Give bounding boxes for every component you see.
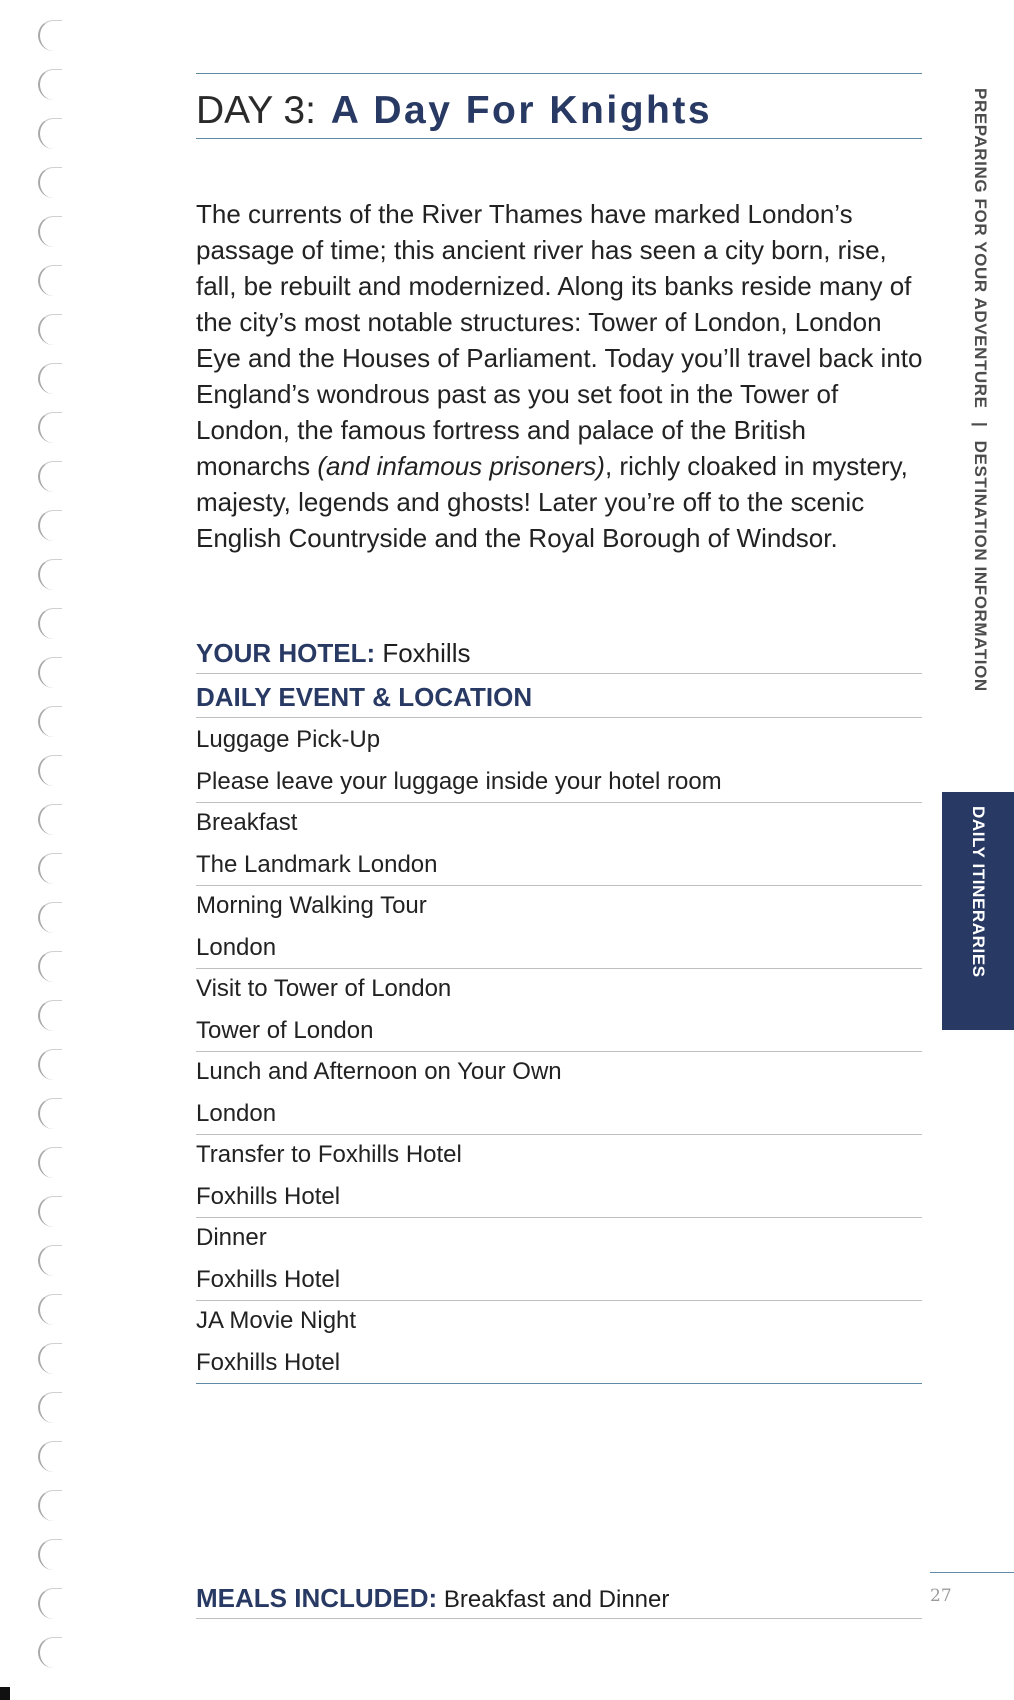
binding-ring (38, 118, 62, 149)
day-title: A Day For Knights (330, 89, 713, 132)
binding-ring (38, 755, 62, 786)
event-row (196, 1051, 922, 1135)
intro-text: , richly cloaked in mystery, majesty, legends and ghosts! Later you’re off to the scenic English Countryside and the Royal Borough of Windsor. (196, 451, 908, 553)
event-name: Morning Walking Tour (196, 892, 427, 919)
event-name: Dinner (196, 1224, 267, 1251)
event-name: Transfer to Foxhills Hotel (196, 1141, 462, 1168)
binding-ring (38, 1588, 62, 1619)
sidebar-sections (970, 88, 990, 692)
meals-row (196, 1580, 922, 1619)
event-location: Please leave your luggage inside your hotel room (196, 761, 922, 804)
event-location: London (196, 1093, 922, 1136)
sidebar-separator: | (971, 421, 990, 428)
event-name: Lunch and Afternoon on Your Own (196, 1058, 562, 1085)
binding-ring (38, 461, 62, 492)
event-row (196, 1134, 922, 1218)
intro-text: The currents of the River Thames have marked London’s passage of time; this ancient river has seen a city born, rise, fall, be rebuilt and modernized. Along its banks reside many of the city’s most notable structures: Tower of London, London Eye and the Houses of Parliament. Today you’ll travel back into England’s wondrous past as you set foot in the Tower of London, the famous fortress and palace of the British monarchs (196, 199, 923, 481)
binding-ring (38, 1049, 62, 1080)
binding-ring (38, 363, 62, 394)
sidebar-tab-daily-itineraries[interactable] (942, 792, 1014, 1030)
binding-ring (38, 20, 62, 51)
meals-value: Breakfast and Dinner (443, 1586, 670, 1613)
binding-ring (38, 167, 62, 198)
binding-ring (38, 1147, 62, 1178)
binding-ring (38, 706, 62, 737)
sidebar-item-preparing[interactable]: PREPARING FOR YOUR ADVENTURE (971, 88, 990, 409)
event-name: JA Movie Night (196, 1307, 357, 1334)
intro-italic-text: (and infamous prisoners) (317, 451, 605, 481)
binding-ring (38, 951, 62, 982)
section-sidebar (942, 88, 1014, 1028)
event-location: Tower of London (196, 1010, 922, 1053)
binding-ring (38, 902, 62, 933)
events-heading: DAILY EVENT & LOCATION (196, 679, 922, 718)
binding-ring (38, 1294, 62, 1325)
title-rule (196, 138, 922, 139)
intro-paragraph (196, 196, 926, 556)
event-name: Visit to Tower of London (196, 975, 452, 1002)
event-name: Breakfast (196, 809, 298, 836)
binding-ring (38, 657, 62, 688)
binding-ring (38, 69, 62, 100)
binding-ring (38, 1000, 62, 1031)
binding-ring (38, 1637, 62, 1668)
binding-ring (38, 853, 62, 884)
scan-corner-mark (0, 1687, 10, 1700)
spiral-binding (30, 10, 80, 1690)
sidebar-tab-label: DAILY ITINERARIES (969, 806, 988, 978)
event-row (196, 885, 922, 969)
hotel-row (196, 635, 922, 674)
binding-ring (38, 1245, 62, 1276)
binding-ring (38, 265, 62, 296)
event-row (196, 719, 922, 803)
event-row (196, 802, 922, 886)
page-number: 27 (930, 1586, 952, 1606)
meals-label: MEALS INCLUDED: (196, 1583, 438, 1613)
event-location: The Landmark London (196, 844, 922, 887)
binding-ring (38, 1196, 62, 1227)
sidebar-item-destination[interactable]: DESTINATION INFORMATION (971, 440, 990, 692)
binding-ring (38, 314, 62, 345)
binding-ring (38, 412, 62, 443)
binding-ring (38, 559, 62, 590)
event-location: Foxhills Hotel (196, 1176, 922, 1219)
binding-ring (38, 804, 62, 835)
event-row (196, 968, 922, 1052)
day-label: DAY 3: (196, 89, 316, 132)
binding-ring (38, 510, 62, 541)
event-row (196, 1300, 922, 1384)
top-rule (196, 73, 922, 74)
binding-ring (38, 1343, 62, 1374)
event-name: Luggage Pick-Up (196, 726, 381, 753)
binding-ring (38, 608, 62, 639)
hotel-label: YOUR HOTEL: (196, 638, 376, 668)
binding-ring (38, 216, 62, 247)
binding-ring (38, 1490, 62, 1521)
event-row (196, 1217, 922, 1301)
binding-ring (38, 1098, 62, 1129)
binding-ring (38, 1392, 62, 1423)
binding-ring (38, 1539, 62, 1570)
event-location: Foxhills Hotel (196, 1342, 922, 1385)
page-title (196, 88, 712, 134)
page-number-rule (930, 1572, 1014, 1573)
hotel-value: Foxhills (382, 638, 471, 668)
binding-ring (38, 1441, 62, 1472)
event-location: London (196, 927, 922, 970)
event-location: Foxhills Hotel (196, 1259, 922, 1302)
